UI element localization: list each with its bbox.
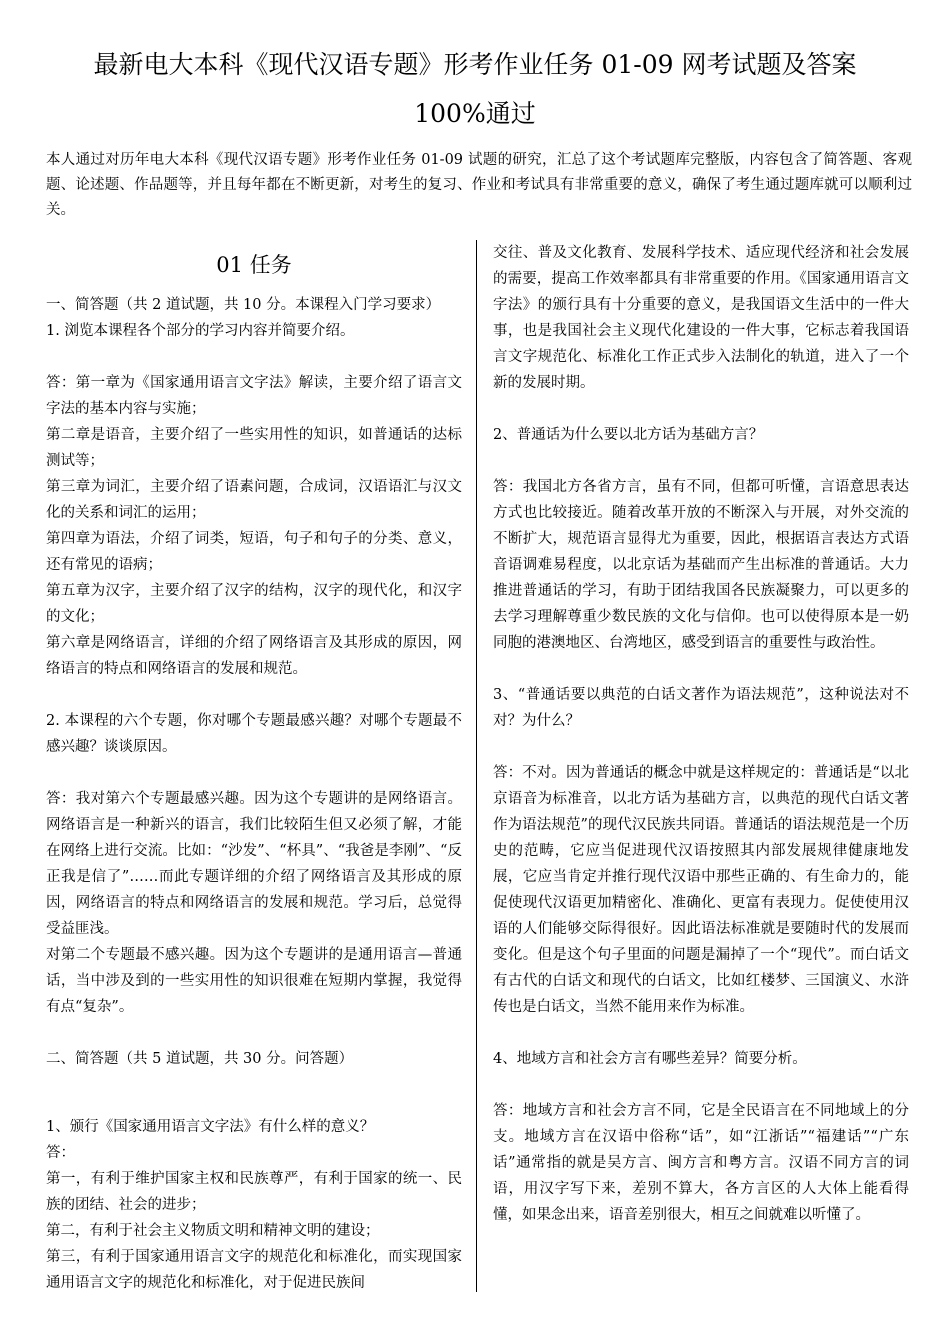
answer-2-paragraph: 答：我对第六个专题最感兴趣。因为这个专题讲的是网络语言。网络语言是一种新兴的语言，我们比较陌生但又必须了解，才能在网络上进行交流。比如：“沙发”、“杯具”、“我爸是李刚”、“反正我是信了”……而此专题详细的介绍了网络语言及其形成的原因，网络语言的特点和网络语言的发展和规范。学习后，总觉得受益匪浅。 xyxy=(46,791,462,937)
section-title: 01 任务 xyxy=(216,253,292,277)
answer-3-line: 第二，有利于社会主义物质文明和精神文明的建设； xyxy=(46,1223,380,1239)
part2-heading: 二、简答题（共 5 道试题，共 30 分。问答题） xyxy=(46,1051,354,1067)
answer-1-line: 第三章为词汇，主要介绍了语素问题，合成词，汉语语汇与汉文化的关系和词汇的运用； xyxy=(46,479,462,521)
answer-1-line: 第六章是网络语言，详细的介绍了网络语言及其形成的原因，网络语言的特点和网络语言的发展和规范。 xyxy=(46,635,462,677)
right-column xyxy=(493,240,909,1228)
answer-5: 答：不对。因为普通话的概念中就是这样规定的：普通话是“以北京语音为标准音，以北方话为基础方言，以典范的现代白话文著作为语法规范”的现代汉民族共同语。普通话的语法规范是一个历史的范畴，它应当促进现代汉语按照其内部发展规律健康地发展，它应当肯定并推行现代汉语中那些正确的、有生命力的，能促使现代汉语更加精密化、准确化、更富有表现力。促使使用汉语的人们能够交际得很好。因此语法标准就是要随时代的发展而变化。但是这个句子里面的问题是漏掉了一个“现代”。而白话文有古代的白话文和现代的白话文，比如红楼梦、三国演义、水浒传也是白话文，当然不能用来作为标准。 xyxy=(493,765,909,1015)
answer-1-line: 第五章为汉字，主要介绍了汉字的结构，汉字的现代化，和汉字的文化； xyxy=(46,583,462,625)
answer-2-paragraph: 对第二个专题最不感兴趣。因为这个专题讲的是通用语言—普通话，当中涉及到的一些实用性的知识很难在短期内掌握，我觉得有点“复杂”。 xyxy=(46,947,462,1015)
answer-3-continued: 交往、普及文化教育、发展科学技术、适应现代经济和社会发展的需要，提高工作效率都具有非常重要的作用。《国家通用语言文字法》的颁行具有十分重要的意义，是我国语文生活中的一件大事，也是我国社会主义现代化建设的一件大事，它标志着我国语言文字规范化、标准化工作正式步入法制化的轨道，进入了一个新的发展时期。 xyxy=(493,245,909,391)
intro-paragraph: 本人通过对历年电大本科《现代汉语专题》形考作业任务 01-09 试题的研究，汇总了这个考试题库完整版，内容包含了简答题、客观题、论述题、作品题等，并且每年都在不断更新，对考生的复习、作业和考试具有非常重要的意义，确保了考生通过题库就可以顺利过关。 xyxy=(46,152,912,218)
left-column xyxy=(46,240,462,1296)
answer-1-line: 答：第一章为《国家通用语言文字法》解读，主要介绍了语言文字法的基本内容与实施； xyxy=(46,375,462,417)
question-2: 2. 本课程的六个专题，你对哪个专题最感兴趣？对哪个专题最不感兴趣？谈谈原因。 xyxy=(46,713,462,755)
answer-6: 答：地域方言和社会方言不同，它是全民语言在不同地域上的分支。地域方言在汉语中俗称“话”，如“江浙话”“福建话”“广东话”通常指的就是吴方言、闽方言和粤方言。汉语不同方言的词语，用汉字写下来，差别不算大，各方言区的人大体上能看得懂，如果念出来，语音差别很大，相互之间就难以听懂了。 xyxy=(493,1103,909,1223)
document-title: 最新电大本科《现代汉语专题》形考作业任务 01-09 网考试题及答案 xyxy=(93,50,857,79)
answer-3-label: 答： xyxy=(46,1145,75,1161)
part1-heading: 一、简答题（共 2 道试题，共 10 分。本课程入门学习要求） xyxy=(46,297,441,313)
answer-3-line: 第三，有利于国家通用语言文字的规范化和标准化，而实现国家通用语言文字的规范化和标准化，对于促进民族间 xyxy=(46,1249,462,1291)
question-6: 4、地域方言和社会方言有哪些差异？简要分析。 xyxy=(493,1051,807,1067)
question-1: 1. 浏览本课程各个部分的学习内容并简要介绍。 xyxy=(46,323,355,339)
document-subtitle: 100%通过 xyxy=(414,99,536,128)
question-3: 1、颁行《国家通用语言文字法》有什么样的意义？ xyxy=(46,1119,375,1135)
question-5: 3、“普通话要以典范的白话文著作为语法规范”，这种说法对不对？为什么？ xyxy=(493,687,909,729)
column-divider xyxy=(476,240,477,1292)
answer-1-line: 第二章是语音，主要介绍了一些实用性的知识，如普通话的达标测试等； xyxy=(46,427,462,469)
answer-3-line: 第一，有利于维护国家主权和民族尊严，有利于国家的统一、民族的团结、社会的进步； xyxy=(46,1171,462,1213)
answer-4: 答：我国北方各省方言，虽有不同，但都可听懂，言语意思表达方式也比较接近。随着改革开放的不断深入与开展，对外交流的不断扩大，规范语言显得尤为重要，因此，根据语言表达方式语音语调难易程度，以北京话为基础而产生出标准的普通话。大力推进普通话的学习，有助于团结我国各民族凝聚力，可以更多的去学习理解尊重少数民族的文化与信仰。也可以使得原本是一奶同胞的港澳地区、台湾地区，感受到语言的重要性与政治性。 xyxy=(493,479,909,651)
answer-1-line: 第四章为语法，介绍了词类，短语，句子和句子的分类、意义，还有常见的语病； xyxy=(46,531,462,573)
question-4: 2、普通话为什么要以北方话为基础方言？ xyxy=(493,427,764,443)
